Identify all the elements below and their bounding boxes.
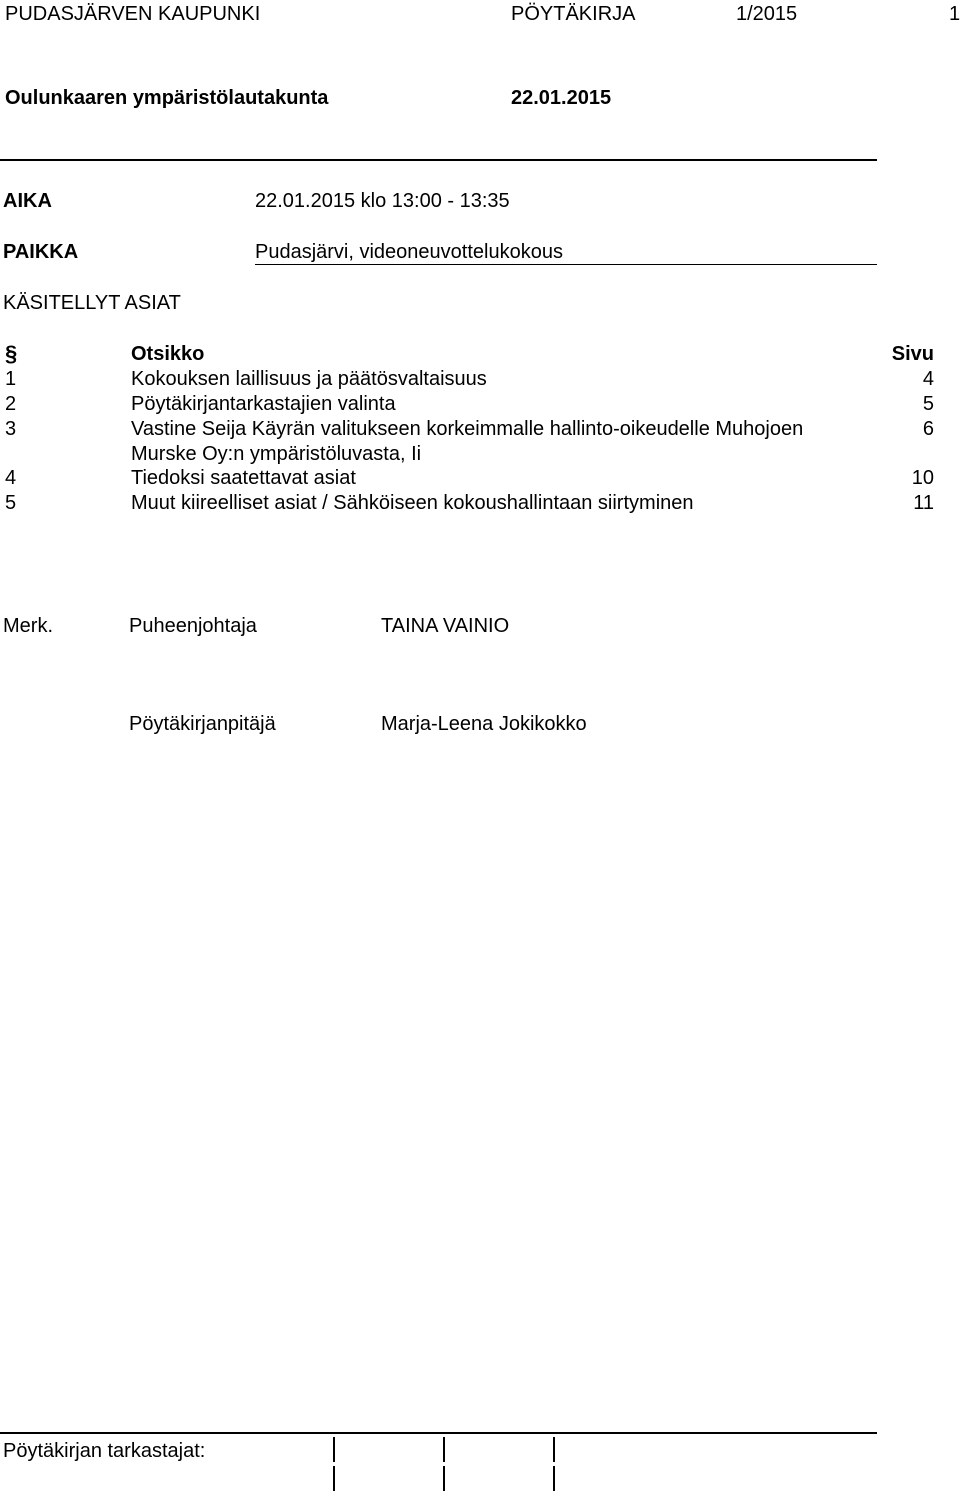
committee-date: 22.01.2015 — [511, 87, 612, 109]
inspectors-label: Pöytäkirjan tarkastajat: — [3, 1440, 206, 1462]
agenda-item-title-continued: Murske Oy:n ympäristöluvasta, Ii — [131, 443, 422, 465]
signature-box-divider — [443, 1437, 445, 1462]
agenda-item-number: 1 — [5, 368, 17, 390]
agenda-item-title: Kokouksen laillisuus ja päätösvaltaisuus — [131, 368, 487, 390]
column-header-page: Sivu — [891, 343, 934, 365]
agenda-item-title: Muut kiireelliset asiat / Sähköiseen kokoushallintaan siirtyminen — [131, 492, 694, 514]
header-divider — [0, 159, 877, 161]
organization-name: PUDASJÄRVEN KAUPUNKI — [5, 3, 261, 25]
agenda-item-number: 2 — [5, 393, 17, 415]
merk-label: Merk. — [3, 615, 53, 637]
agenda-item-number: 4 — [5, 467, 17, 489]
agenda-item-number: 5 — [5, 492, 17, 514]
page-number: 1 — [949, 3, 960, 25]
place-underline — [255, 264, 877, 265]
agenda-item-title: Pöytäkirjantarkastajien valinta — [131, 393, 396, 415]
committee-name: Oulunkaaren ympäristölautakunta — [5, 87, 329, 109]
signature-box-divider — [443, 1466, 445, 1491]
place-label: PAIKKA — [3, 241, 79, 263]
secretary-name: Marja-Leena Jokikokko — [381, 713, 587, 735]
document-number: 1/2015 — [736, 3, 798, 25]
section-symbol: § — [5, 341, 18, 366]
agenda-item-page: 10 — [911, 467, 934, 489]
document-type: PÖYTÄKIRJA — [511, 3, 636, 25]
signature-box-divider — [333, 1437, 335, 1462]
agenda-item-title: Vastine Seija Käyrän valitukseen korkeimmalle hallinto-oikeudelle Muhojoen — [131, 418, 804, 440]
agenda-item-page: 11 — [913, 492, 934, 514]
time-value: 22.01.2015 klo 13:00 - 13:35 — [255, 190, 510, 212]
agenda-item-page: 5 — [922, 393, 934, 415]
agenda-item-page: 6 — [922, 418, 934, 440]
footer-divider — [0, 1432, 877, 1434]
signature-box-divider — [553, 1466, 555, 1491]
agenda-item-page: 4 — [922, 368, 934, 390]
place-value: Pudasjärvi, videoneuvottelukokous — [255, 241, 563, 263]
agenda-item-number: 3 — [5, 418, 17, 440]
column-header-title: Otsikko — [131, 343, 205, 365]
secretary-role: Pöytäkirjanpitäjä — [129, 713, 276, 735]
chair-name: TAINA VAINIO — [381, 615, 510, 637]
agenda-item-title: Tiedoksi saatettavat asiat — [131, 467, 356, 489]
signature-box-divider — [553, 1437, 555, 1462]
agenda-section-title: KÄSITELLYT ASIAT — [3, 292, 181, 314]
signature-box-divider — [333, 1466, 335, 1491]
chair-role: Puheenjohtaja — [129, 615, 257, 637]
time-label: AIKA — [3, 190, 52, 212]
